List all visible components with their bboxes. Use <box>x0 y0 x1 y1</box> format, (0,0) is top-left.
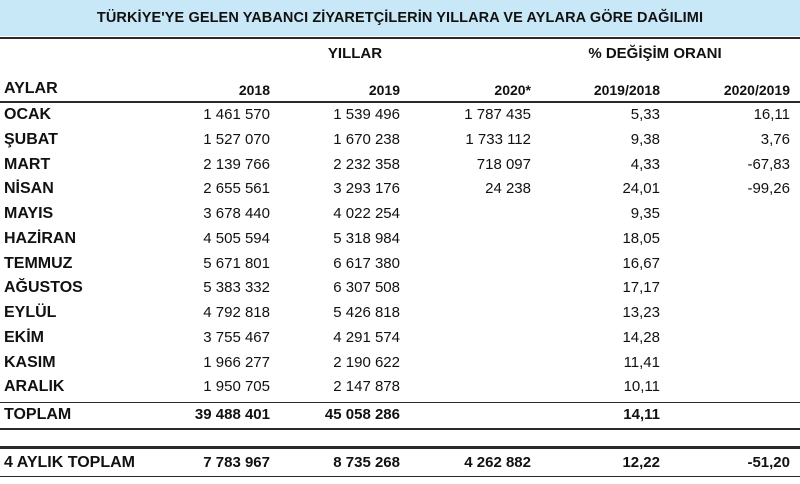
value-2018-cell: 5 383 332 <box>203 279 270 296</box>
change-2019-2018-cell: 14,28 <box>622 329 660 346</box>
value-2019-cell: 4 291 574 <box>333 329 400 346</box>
value-2020-cell: 1 733 112 <box>465 131 531 148</box>
value-2018-cell: 7 783 967 <box>203 454 270 471</box>
change-2019-2018-cell: 4,33 <box>630 156 660 173</box>
rule-before-4month <box>0 446 800 449</box>
change-2019-2018-cell: 13,23 <box>622 304 660 321</box>
month-cell: ARALIK <box>4 378 65 395</box>
change-2019-2018-cell: 18,05 <box>622 230 660 247</box>
month-cell: EKİM <box>4 329 44 346</box>
value-2020-cell: 718 097 <box>476 156 531 173</box>
value-2019-cell: 2 147 878 <box>333 378 400 395</box>
change-2020-2019-cell: 16,11 <box>753 106 790 123</box>
value-2018-cell: 2 139 766 <box>203 156 270 173</box>
change-2019-2018-cell: 16,67 <box>622 255 660 272</box>
value-2018-cell: 1 527 070 <box>203 131 270 148</box>
value-2019-cell: 4 022 254 <box>333 205 400 222</box>
rule-before-total <box>0 402 800 403</box>
month-cell: OCAK <box>4 106 52 123</box>
change-2019-2018-cell: 11,41 <box>623 354 660 371</box>
value-2019-cell: 1 539 496 <box>333 106 400 123</box>
value-2020-cell: 1 787 435 <box>464 106 531 123</box>
column-header-2020-2019: 2020/2019 <box>723 82 790 98</box>
change-2019-2018-cell: 5,33 <box>630 106 660 123</box>
month-cell: TOPLAM <box>4 406 72 423</box>
month-cell: AĞUSTOS <box>4 279 83 296</box>
value-2018-cell: 1 966 277 <box>203 354 270 371</box>
column-header-2018: 2018 <box>238 82 270 98</box>
value-2018-cell: 1 950 705 <box>203 378 270 395</box>
change-2020-2019-cell: -51,20 <box>747 454 790 471</box>
month-cell: 4 AYLIK TOPLAM <box>4 454 135 471</box>
value-2018-cell: 3 678 440 <box>203 205 270 222</box>
value-2019-cell: 5 426 818 <box>333 304 400 321</box>
value-2019-cell: 3 293 176 <box>333 180 400 197</box>
value-2019-cell: 2 232 358 <box>333 156 400 173</box>
month-cell: MART <box>4 156 51 173</box>
change-2019-2018-cell: 12,22 <box>622 454 660 471</box>
table-title: TÜRKİYE'YE GELEN YABANCI ZİYARETÇİLERİN YILLARA VE AYLARA GÖRE DAĞILIMI <box>96 10 704 26</box>
month-cell: NİSAN <box>4 180 54 197</box>
value-2019-cell: 1 670 238 <box>333 131 400 148</box>
change-2020-2019-cell: 3,76 <box>760 131 790 148</box>
change-2019-2018-cell: 24,01 <box>622 180 660 197</box>
change-2019-2018-cell: 9,38 <box>630 131 660 148</box>
value-2018-cell: 4 792 818 <box>203 304 270 321</box>
rule-header <box>0 101 800 103</box>
value-2018-cell: 2 655 561 <box>203 180 270 197</box>
change-2020-2019-cell: -99,26 <box>747 180 790 197</box>
month-cell: HAZİRAN <box>4 230 76 247</box>
change-2019-2018-cell: 14,11 <box>623 406 660 423</box>
column-header-2019: 2019 <box>368 82 400 98</box>
value-2018-cell: 4 505 594 <box>203 230 270 247</box>
table-title-bar <box>0 0 800 36</box>
column-header-2020: 2020* <box>494 82 531 98</box>
change-2019-2018-cell: 9,35 <box>630 205 660 222</box>
month-cell: KASIM <box>4 354 56 371</box>
month-cell: MAYIS <box>4 205 54 222</box>
value-2018-cell: 1 461 570 <box>203 106 270 123</box>
value-2018-cell: 3 755 467 <box>203 329 270 346</box>
rule-after-total <box>0 428 800 430</box>
group-header-change: % DEĞİŞİM ORANI <box>588 45 722 62</box>
change-2019-2018-cell: 10,11 <box>623 378 660 395</box>
value-2019-cell: 8 735 268 <box>333 454 400 471</box>
month-cell: ŞUBAT <box>4 131 58 148</box>
value-2018-cell: 39 488 401 <box>194 406 270 423</box>
column-header-2019-2018: 2019/2018 <box>593 82 660 98</box>
group-header-years: YILLAR <box>327 45 383 62</box>
value-2019-cell: 6 307 508 <box>333 279 400 296</box>
change-2020-2019-cell: -67,83 <box>747 156 790 173</box>
value-2020-cell: 4 262 882 <box>464 454 531 471</box>
value-2019-cell: 45 058 286 <box>324 406 400 423</box>
value-2019-cell: 6 617 380 <box>333 255 400 272</box>
value-2018-cell: 5 671 801 <box>203 255 270 272</box>
value-2019-cell: 2 190 622 <box>333 354 400 371</box>
column-header-months: AYLAR <box>4 80 58 97</box>
month-cell: EYLÜL <box>4 304 57 321</box>
rule-bottom <box>0 476 800 477</box>
change-2019-2018-cell: 17,17 <box>622 279 660 296</box>
value-2019-cell: 5 318 984 <box>333 230 400 247</box>
month-cell: TEMMUZ <box>4 255 73 272</box>
rule-top <box>0 37 800 39</box>
value-2020-cell: 24 238 <box>485 180 531 197</box>
